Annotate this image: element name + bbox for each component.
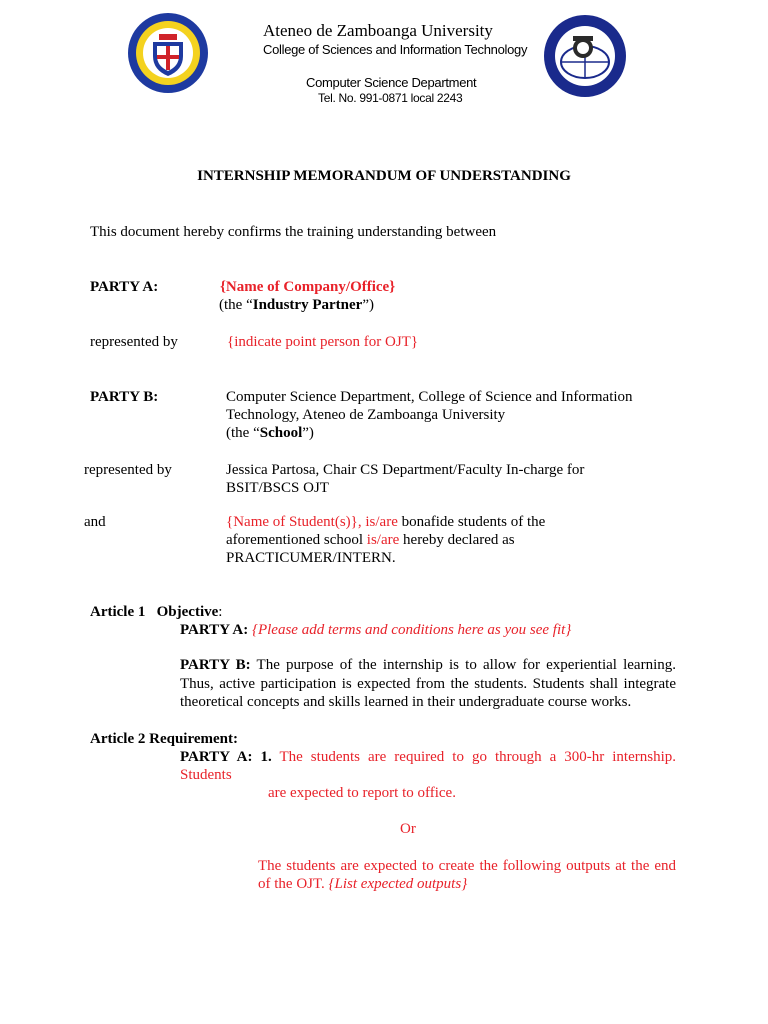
students-line1: {Name of Student(s)}, is/are bonafide students of the: [226, 514, 546, 530]
document-title: INTERNSHIP MEMORANDUM OF UNDERSTANDING: [197, 168, 571, 184]
telephone-number: Tel. No. 991-0871 local 2243: [318, 91, 463, 105]
students-line3: PRACTICUMER/INTERN.: [226, 550, 396, 566]
party-b-line2: Technology, Ateneo de Zamboanga University: [226, 407, 506, 423]
and-label: and: [84, 514, 106, 530]
party-a-name: {Name of Company/Office}: [220, 279, 396, 295]
article1-heading: Article 1 Objective:: [90, 604, 223, 620]
party-b-representative-line1: Jessica Partosa, Chair CS Department/Faculty In-charge for: [226, 462, 585, 478]
college-name: College of Sciences and Information Technology: [263, 42, 528, 57]
article2-or: Or: [400, 821, 416, 837]
department-name: Computer Science Department: [306, 75, 477, 90]
article2-alt-line2: of the OJT. {List expected outputs}: [258, 876, 468, 892]
intro-text: This document hereby confirms the training understanding between: [90, 224, 497, 240]
party-b-represented-label: represented by: [84, 462, 172, 478]
party-a-description: (the “Industry Partner”): [219, 297, 374, 313]
article2-item1-line1: PARTY A: 1. The students are required to go through a 300-hr internship.: [180, 749, 677, 765]
students-line2: aforementioned school is/are hereby declared as: [226, 532, 515, 548]
party-a-label: PARTY A:: [90, 279, 159, 295]
left-seal: [127, 12, 209, 94]
party-a-representative: {indicate point person for OJT}: [227, 334, 419, 350]
article2-item1-line3: are expected to report to office.: [268, 785, 456, 801]
party-b-representative-line2: BSIT/BSCS OJT: [226, 480, 329, 496]
article1-party-b-line2: Thus, active participation is expected from the students. Students shall integrate: [180, 676, 676, 692]
article1-party-b-line1: PARTY B: The purpose of the internship is to allow for experiential learning.: [180, 657, 677, 673]
university-name: Ateneo de Zamboanga University: [263, 21, 493, 40]
article2-heading: Article 2 Requirement:: [90, 731, 239, 747]
party-a-represented-label: represented by: [90, 334, 178, 350]
article2-item1-line2: Students: [180, 767, 232, 783]
article2-alt-line1: The students are expected to create the following outputs at the end: [258, 858, 676, 874]
party-b-line1: Computer Science Department, College of Science and Information: [226, 389, 633, 405]
article1-party-b-line3: theoretical concepts and skills learned in their undergraduate course works.: [180, 694, 632, 710]
party-b-description: (the “School”): [226, 425, 314, 441]
article1-party-a: PARTY A: {Please add terms and conditions here as you see fit}: [180, 622, 572, 638]
right-seal: [543, 14, 627, 98]
party-b-label: PARTY B:: [90, 389, 159, 405]
